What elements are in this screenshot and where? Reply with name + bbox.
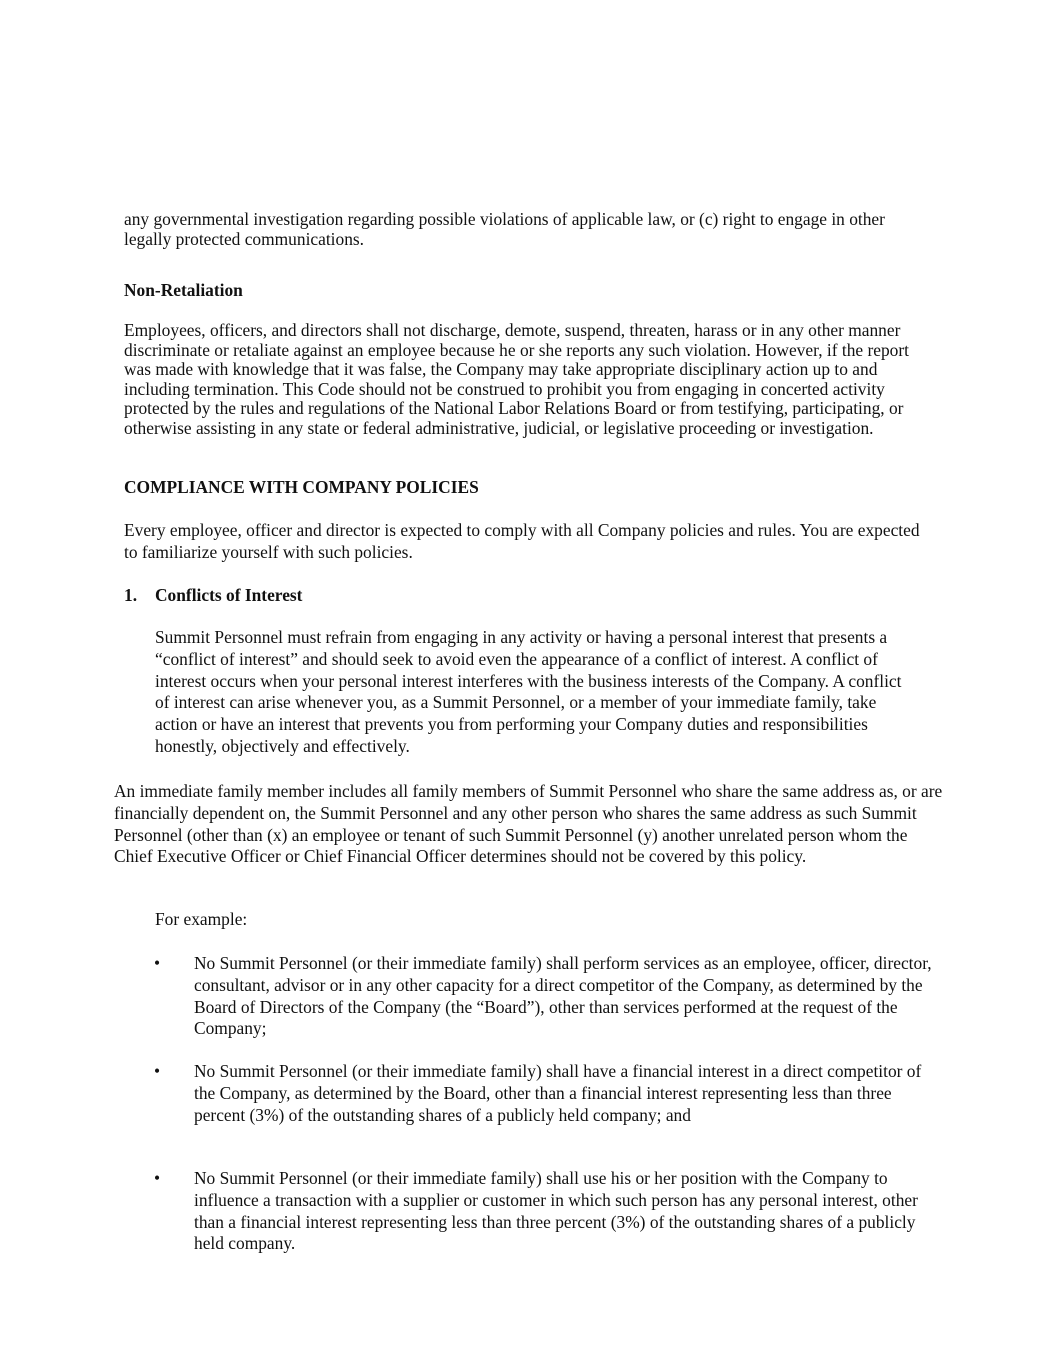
list-item xyxy=(154,1168,939,1258)
list-item-text: No Summit Personnel (or their immediate family) shall perform services as an employee, officer, director, consultant, advisor or in any other capacity for a direct competitor of the Company, as determined by the Board of Directors of the Company (the “Board”), other than services performed at the request of the Company; xyxy=(194,953,932,1039)
section-number: 1. xyxy=(124,585,138,605)
conflicts-heading xyxy=(124,585,524,605)
continuation-paragraph: any governmental investigation regarding possible violations of applicable law, or (c) right to engage in other legally protected communications. xyxy=(124,209,885,249)
list-item-text: No Summit Personnel (or their immediate family) shall have a financial interest in a direct competitor of the Company, as determined by the Board, other than a financial interest representing less than three percent (3%) of the outstanding shares of a publicly held company; and xyxy=(194,1061,922,1125)
immediate-family-paragraph: An immediate family member includes all family members of Summit Personnel who share the same address as, or are financially dependent on, the Summit Personnel and any other person who shares the same address as such Summit Personnel (other than (x) an employee or tenant of such Summit Personnel (y) another unrelated person whom the Chief Executive Officer or Chief Financial Officer determines should not be covered by this policy. xyxy=(114,781,943,867)
section-title: Conflicts of Interest xyxy=(155,585,303,605)
list-item xyxy=(154,1061,939,1151)
bullet-marker: • xyxy=(154,1061,161,1081)
conflicts-paragraph: Summit Personnel must refrain from engaging in any activity or having a personal interest that presents a “conflict of interest” and should seek to avoid even the appearance of a conflict of interest. A conflict of interest occurs when your personal interest interferes with the business interests of the Company. A conflict of interest can arise whenever you, as a Summit Personnel, or a member of your immediate family, take action or have an interest that prevents you from performing your Company duties and responsibilities honestly, objectively and effectively. xyxy=(155,627,902,756)
non-retaliation-paragraph: Employees, officers, and directors shall not discharge, demote, suspend, threaten, harass or in any other manner discriminate or retaliate against an employee because he or she reports any such violation. However, if the report was made with knowledge that it was false, the Company may take appropriate disciplinary action up to and including termination. This Code should not be construed to prohibit you from engaging in concerted activity protected by the rules and regulations of the National Labor Relations Board or from testifying, participating, or otherwise assisting in any state or federal administrative, judicial, or legislative proceeding or investigation. xyxy=(124,320,909,438)
bullet-marker: • xyxy=(154,953,161,973)
compliance-heading: COMPLIANCE WITH COMPANY POLICIES xyxy=(124,477,479,497)
example-intro: For example: xyxy=(155,909,248,929)
compliance-paragraph: Every employee, officer and director is expected to comply with all Company policies and rules. You are expected to familiarize yourself with such policies. xyxy=(124,520,920,562)
list-item xyxy=(154,953,939,1043)
non-retaliation-heading: Non-Retaliation xyxy=(124,280,243,300)
list-item-text: No Summit Personnel (or their immediate family) shall use his or her position with the Company to influence a transaction with a supplier or customer in which such person has any personal interest, other than a financial interest representing less than three percent (3%) of the outstanding shares of a publicly held company. xyxy=(194,1168,918,1254)
bullet-marker: • xyxy=(154,1168,161,1188)
